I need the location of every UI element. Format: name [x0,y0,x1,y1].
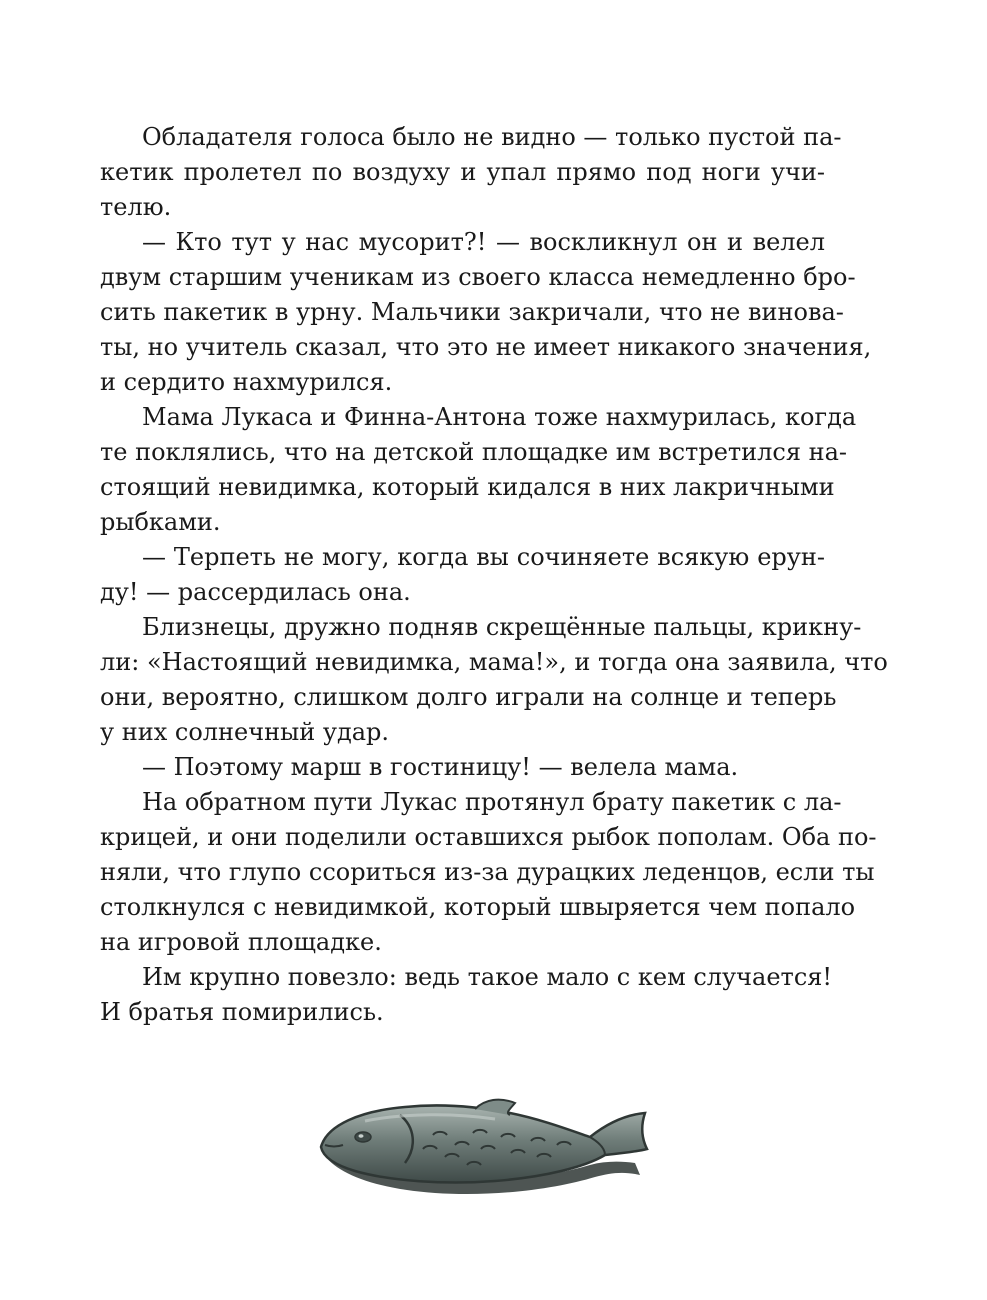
text-line: телю. [100,193,172,221]
text-line: — Терпеть не могу, когда вы сочиняете всякую ерун- [142,543,825,571]
text-line: столкнулся с невидимкой, который швыряется чем попало [100,893,856,921]
text-line: кетик пролетел по воздуху и упал прямо под ноги учи- [100,158,825,186]
text-line: рыбками. [100,508,221,536]
text-line: — Поэтому марш в гостиницу! — велела мама. [142,753,739,781]
text-line: На обратном пути Лукас протянул брату пакетик с ла- [142,788,842,816]
paragraph [100,400,857,540]
text-line: ли: «Настоящий невидимка, мама!», и тогда она заявила, что [100,648,888,676]
text-line: стоящий невидимка, который кидался в них лакричными [100,473,835,501]
text-line: — Кто тут у нас мусорит?! — воскликнул он и велел [142,228,825,256]
paragraph [100,540,825,610]
text-line: двум старшим ученикам из своего класса немедленно бро- [100,263,856,291]
text-line: сить пакетик в урну. Мальчики закричали, что не винова- [100,298,844,326]
text-line: Им крупно повезло: ведь такое мало с кем случается! [142,963,833,991]
paragraph [100,120,842,225]
paragraph [100,225,872,400]
text-line: няли, что глупо ссориться из-за дурацких леденцов, если ты [100,858,875,886]
text-line: они, вероятно, слишком долго играли на солнце и теперь [100,683,837,711]
text-line: на игровой площадке. [100,928,382,956]
text-line: те поклялись, что на детской площадке им встретился на- [100,438,848,466]
text-line: ты, но учитель сказал, что это не имеет никакого значения, [100,333,872,361]
text-line: и сердито нахмурился. [100,368,393,396]
paragraph [100,610,888,750]
paragraph [100,750,825,785]
text-line: И братья помирились. [100,998,384,1026]
text-line: Мама Лукаса и Финна-Антона тоже нахмурилась, когда [142,403,857,431]
text-line: ду! — рассердилась она. [100,578,411,606]
story-text [100,120,888,1030]
text-line: Близнецы, дружно подняв скрещённые пальцы, крикну- [142,613,862,641]
text-line: крицей, и они поделили оставшихся рыбок пополам. Оба по- [100,823,877,851]
licorice-fish-icon [305,1085,660,1210]
text-line: Обладателя голоса было не видно — только пустой па- [142,123,842,151]
text-line: у них солнечный удар. [100,718,390,746]
paragraph [100,960,833,1030]
paragraph [100,785,877,960]
